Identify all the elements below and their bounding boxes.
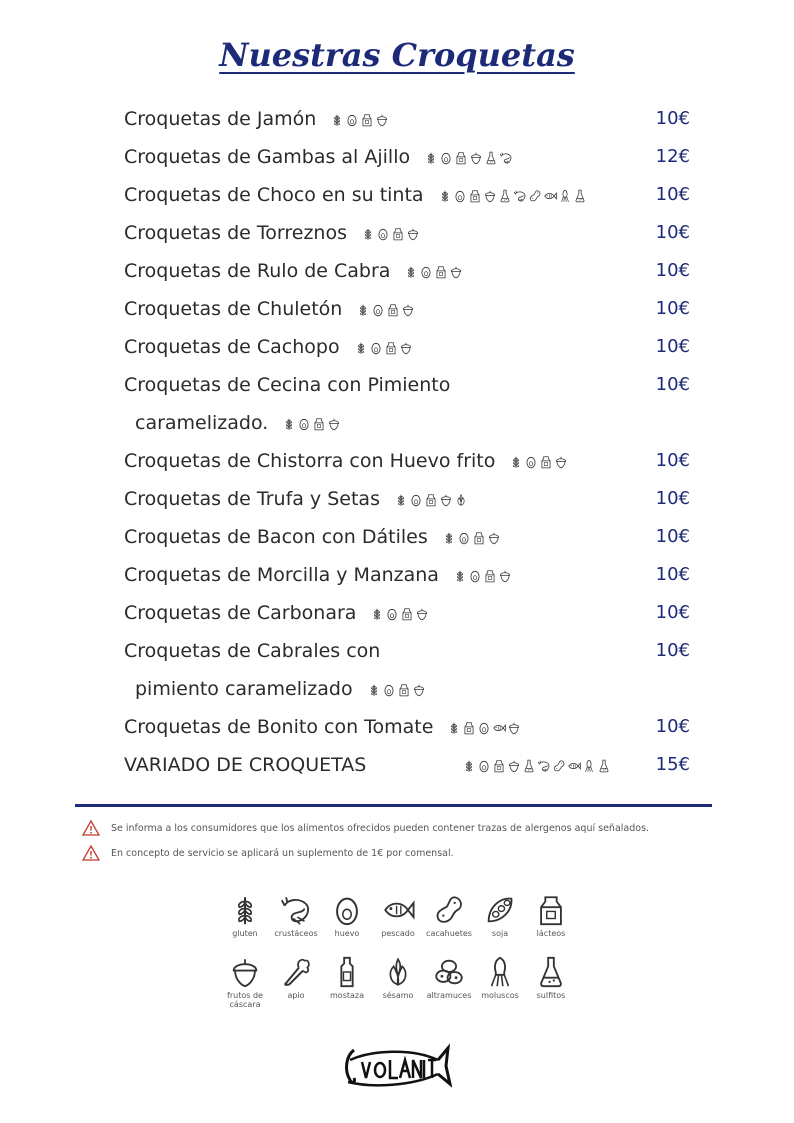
menu-item-name: Croquetas de Cachopo bbox=[124, 336, 340, 358]
menu-item-continuation bbox=[124, 670, 690, 708]
allergen-icons bbox=[509, 455, 569, 469]
huevo-icon bbox=[468, 569, 482, 583]
sulfitos-icon bbox=[597, 759, 611, 773]
frutos-cascara-icon bbox=[228, 955, 262, 989]
lacteos-icon bbox=[312, 417, 326, 431]
legend-item-soja bbox=[473, 893, 527, 938]
lacteos-icon bbox=[534, 893, 568, 927]
crustaceos-icon bbox=[537, 759, 551, 773]
gluten-icon bbox=[356, 303, 370, 317]
legend-label: gluten bbox=[232, 929, 258, 938]
allergen-notice bbox=[82, 820, 649, 836]
menu-item-name: caramelizado. bbox=[135, 412, 269, 434]
huevo-icon bbox=[419, 265, 433, 279]
menu-item bbox=[124, 518, 690, 556]
menu-item-price: 10€ bbox=[655, 488, 690, 509]
legend-item-sulfitos bbox=[524, 955, 578, 1000]
allergen-icons bbox=[356, 303, 416, 317]
pescado-icon bbox=[381, 893, 415, 927]
lacteos-icon bbox=[454, 151, 468, 165]
frutos-cascara-icon bbox=[507, 759, 521, 773]
menu-item-name: Croquetas de Rulo de Cabra bbox=[124, 260, 391, 282]
legend-item-huevo bbox=[320, 893, 374, 938]
legend-label: mostaza bbox=[330, 991, 364, 1000]
frutos-cascara-icon bbox=[406, 227, 420, 241]
legend-label: cacahuetes bbox=[426, 929, 472, 938]
sesamo-icon bbox=[454, 493, 468, 507]
lacteos-icon bbox=[397, 683, 411, 697]
frutos-cascara-icon bbox=[415, 607, 429, 621]
menu-item bbox=[124, 214, 690, 252]
lacteos-icon bbox=[400, 607, 414, 621]
huevo-icon bbox=[524, 455, 538, 469]
restaurant-logo bbox=[342, 1040, 452, 1092]
huevo-icon bbox=[345, 113, 359, 127]
sulfitos-icon bbox=[522, 759, 536, 773]
legend-label: soja bbox=[491, 929, 509, 938]
legend-item-mostaza bbox=[320, 955, 374, 1000]
pescado-icon bbox=[543, 189, 557, 203]
menu-item-price: 10€ bbox=[655, 526, 690, 547]
crustaceos-icon bbox=[513, 189, 527, 203]
cacahuetes-icon bbox=[432, 893, 466, 927]
crustaceos-icon bbox=[279, 893, 313, 927]
legend-label: sésamo bbox=[382, 991, 414, 1000]
legend-item-frutos-cascara bbox=[218, 955, 272, 1009]
sulfitos-icon bbox=[573, 189, 587, 203]
menu-item-name: Croquetas de Chistorra con Huevo frito bbox=[124, 450, 496, 472]
menu-item-name: Croquetas de Cabrales con bbox=[124, 640, 381, 662]
menu-item-name: Croquetas de Torreznos bbox=[124, 222, 347, 244]
allergen-icons bbox=[424, 151, 514, 165]
menu-item-price: 15€ bbox=[655, 754, 690, 775]
frutos-cascara-icon bbox=[483, 189, 497, 203]
gluten-icon bbox=[453, 569, 467, 583]
allergen-icons bbox=[438, 189, 588, 203]
page-title: Nuestras Croquetas bbox=[219, 36, 575, 74]
lacteos-icon bbox=[483, 569, 497, 583]
menu-item-name: Croquetas de Morcilla y Manzana bbox=[124, 564, 439, 586]
allergen-icons bbox=[370, 607, 430, 621]
menu-item-price: 10€ bbox=[655, 564, 690, 585]
sulfitos-icon bbox=[484, 151, 498, 165]
huevo-icon bbox=[453, 189, 467, 203]
legend-item-lacteos bbox=[524, 893, 578, 938]
menu-item bbox=[124, 556, 690, 594]
legend-item-gluten bbox=[218, 893, 272, 938]
menu-item-continuation bbox=[124, 404, 690, 442]
menu-item bbox=[124, 632, 690, 670]
menu-item bbox=[124, 480, 690, 518]
gluten-icon bbox=[424, 151, 438, 165]
notice-text: Se informa a los consumidores que los alimentos ofrecidos pueden contener trazas de alergenos aquí señalados. bbox=[111, 822, 650, 834]
menu-item-price: 10€ bbox=[655, 640, 690, 661]
menu-item-name: Croquetas de Gambas al Ajillo bbox=[124, 146, 411, 168]
allergen-icons bbox=[361, 227, 421, 241]
menu-item bbox=[124, 252, 690, 290]
lacteos-icon bbox=[391, 227, 405, 241]
huevo-icon bbox=[330, 893, 364, 927]
warning-icon bbox=[82, 820, 100, 836]
menu-item-price: 10€ bbox=[655, 450, 690, 471]
notice-text: En concepto de servicio se aplicará un suplemento de 1€ por comensal. bbox=[111, 847, 454, 859]
frutos-cascara-icon bbox=[487, 531, 501, 545]
menu-item-name: Croquetas de Carbonara bbox=[124, 602, 357, 624]
frutos-cascara-icon bbox=[498, 569, 512, 583]
legend-item-moluscos bbox=[473, 955, 527, 1000]
menu-item-price: 12€ bbox=[655, 146, 690, 167]
gluten-icon bbox=[330, 113, 344, 127]
gluten-icon bbox=[462, 759, 476, 773]
lacteos-icon bbox=[360, 113, 374, 127]
cacahuetes-icon bbox=[528, 189, 542, 203]
frutos-cascara-icon bbox=[554, 455, 568, 469]
menu-item-price: 10€ bbox=[655, 184, 690, 205]
huevo-icon bbox=[439, 151, 453, 165]
menu-item-name: pimiento caramelizado bbox=[135, 678, 353, 700]
menu-item bbox=[124, 442, 690, 480]
sulfitos-icon bbox=[498, 189, 512, 203]
menu-item-name: Croquetas de Jamón bbox=[124, 108, 317, 130]
warning-icon bbox=[82, 845, 100, 861]
legend-label: altramuces bbox=[426, 991, 472, 1000]
gluten-icon bbox=[354, 341, 368, 355]
gluten-icon bbox=[361, 227, 375, 241]
gluten-icon bbox=[447, 721, 461, 735]
menu-item bbox=[124, 138, 690, 176]
frutos-cascara-icon bbox=[327, 417, 341, 431]
legend-item-crustaceos bbox=[269, 893, 323, 938]
gluten-icon bbox=[438, 189, 452, 203]
allergen-icons bbox=[442, 531, 502, 545]
menu-item bbox=[124, 366, 690, 404]
legend-item-altramuces bbox=[422, 955, 476, 1000]
huevo-icon bbox=[371, 303, 385, 317]
allergen-icons bbox=[462, 759, 612, 773]
menu-item bbox=[124, 176, 690, 214]
huevo-icon bbox=[297, 417, 311, 431]
lacteos-icon bbox=[539, 455, 553, 469]
allergen-icons bbox=[447, 721, 522, 735]
menu-item-name: Croquetas de Choco en su tinta bbox=[124, 184, 424, 206]
divider bbox=[75, 804, 712, 807]
frutos-cascara-icon bbox=[507, 721, 521, 735]
menu-item-price: 10€ bbox=[655, 602, 690, 623]
menu-item-name: Croquetas de Cecina con Pimiento bbox=[124, 374, 451, 396]
allergen-icons bbox=[394, 493, 469, 507]
menu-item-name: Croquetas de Chuletón bbox=[124, 298, 343, 320]
frutos-cascara-icon bbox=[439, 493, 453, 507]
gluten-icon bbox=[404, 265, 418, 279]
huevo-icon bbox=[477, 759, 491, 773]
lacteos-icon bbox=[468, 189, 482, 203]
allergen-icons bbox=[354, 341, 414, 355]
lacteos-icon bbox=[462, 721, 476, 735]
gluten-icon bbox=[509, 455, 523, 469]
frutos-cascara-icon bbox=[412, 683, 426, 697]
menu-item bbox=[124, 100, 690, 138]
lacteos-icon bbox=[492, 759, 506, 773]
menu-item bbox=[124, 328, 690, 366]
menu-item-name: Croquetas de Trufa y Setas bbox=[124, 488, 380, 510]
lacteos-icon bbox=[384, 341, 398, 355]
frutos-cascara-icon bbox=[469, 151, 483, 165]
frutos-cascara-icon bbox=[449, 265, 463, 279]
huevo-icon bbox=[385, 607, 399, 621]
legend-label: crustáceos bbox=[274, 929, 318, 938]
altramuces-icon bbox=[432, 955, 466, 989]
menu-item bbox=[124, 746, 690, 784]
mostaza-icon bbox=[330, 955, 364, 989]
legend-item-pescado bbox=[371, 893, 425, 938]
menu-item-price: 10€ bbox=[655, 374, 690, 395]
moluscos-icon bbox=[483, 955, 517, 989]
sulfitos-icon bbox=[534, 955, 568, 989]
legend-item-sesamo bbox=[371, 955, 425, 1000]
legend-label: pescado bbox=[381, 929, 415, 938]
legend-label: frutos de cáscara bbox=[227, 991, 263, 1009]
frutos-cascara-icon bbox=[401, 303, 415, 317]
allergen-legend bbox=[222, 893, 572, 1023]
lacteos-icon bbox=[434, 265, 448, 279]
frutos-cascara-icon bbox=[399, 341, 413, 355]
menu-item-price: 10€ bbox=[655, 260, 690, 281]
legend-label: apio bbox=[287, 991, 305, 1000]
menu-item bbox=[124, 708, 690, 746]
allergen-icons bbox=[282, 417, 342, 431]
legend-label: moluscos bbox=[481, 991, 519, 1000]
moluscos-icon bbox=[582, 759, 596, 773]
allergen-icons bbox=[453, 569, 513, 583]
croquetas-menu bbox=[124, 100, 690, 784]
soja-icon bbox=[483, 893, 517, 927]
legend-label: sulfitos bbox=[536, 991, 566, 1000]
huevo-icon bbox=[409, 493, 423, 507]
legend-item-cacahuetes bbox=[422, 893, 476, 938]
gluten-icon bbox=[394, 493, 408, 507]
gluten-icon bbox=[282, 417, 296, 431]
lacteos-icon bbox=[386, 303, 400, 317]
menu-item-price: 10€ bbox=[655, 336, 690, 357]
huevo-icon bbox=[457, 531, 471, 545]
gluten-icon bbox=[442, 531, 456, 545]
sesamo-icon bbox=[381, 955, 415, 989]
lacteos-icon bbox=[472, 531, 486, 545]
menu-item bbox=[124, 290, 690, 328]
menu-item-price: 10€ bbox=[655, 222, 690, 243]
lacteos-icon bbox=[424, 493, 438, 507]
crustaceos-icon bbox=[499, 151, 513, 165]
pescado-icon bbox=[492, 721, 506, 735]
huevo-icon bbox=[369, 341, 383, 355]
apio-icon bbox=[279, 955, 313, 989]
frutos-cascara-icon bbox=[375, 113, 389, 127]
pescado-icon bbox=[567, 759, 581, 773]
gluten-icon bbox=[228, 893, 262, 927]
menu-item bbox=[124, 594, 690, 632]
cacahuetes-icon bbox=[552, 759, 566, 773]
allergen-icons bbox=[367, 683, 427, 697]
moluscos-icon bbox=[558, 189, 572, 203]
legend-label: lácteos bbox=[536, 929, 566, 938]
gluten-icon bbox=[367, 683, 381, 697]
menu-item-name: Croquetas de Bacon con Dátiles bbox=[124, 526, 428, 548]
menu-item-name: Croquetas de Bonito con Tomate bbox=[124, 716, 434, 738]
gluten-icon bbox=[370, 607, 384, 621]
menu-item-name: VARIADO DE CROQUETAS bbox=[124, 754, 367, 776]
huevo-icon bbox=[376, 227, 390, 241]
legend-item-apio bbox=[269, 955, 323, 1000]
allergen-icons bbox=[404, 265, 464, 279]
service-notice bbox=[82, 845, 454, 861]
menu-item-price: 10€ bbox=[655, 298, 690, 319]
huevo-icon bbox=[477, 721, 491, 735]
allergen-icons bbox=[330, 113, 390, 127]
menu-item-price: 10€ bbox=[655, 108, 690, 129]
huevo-icon bbox=[382, 683, 396, 697]
menu-item-price: 10€ bbox=[655, 716, 690, 737]
legend-label: huevo bbox=[334, 929, 360, 938]
